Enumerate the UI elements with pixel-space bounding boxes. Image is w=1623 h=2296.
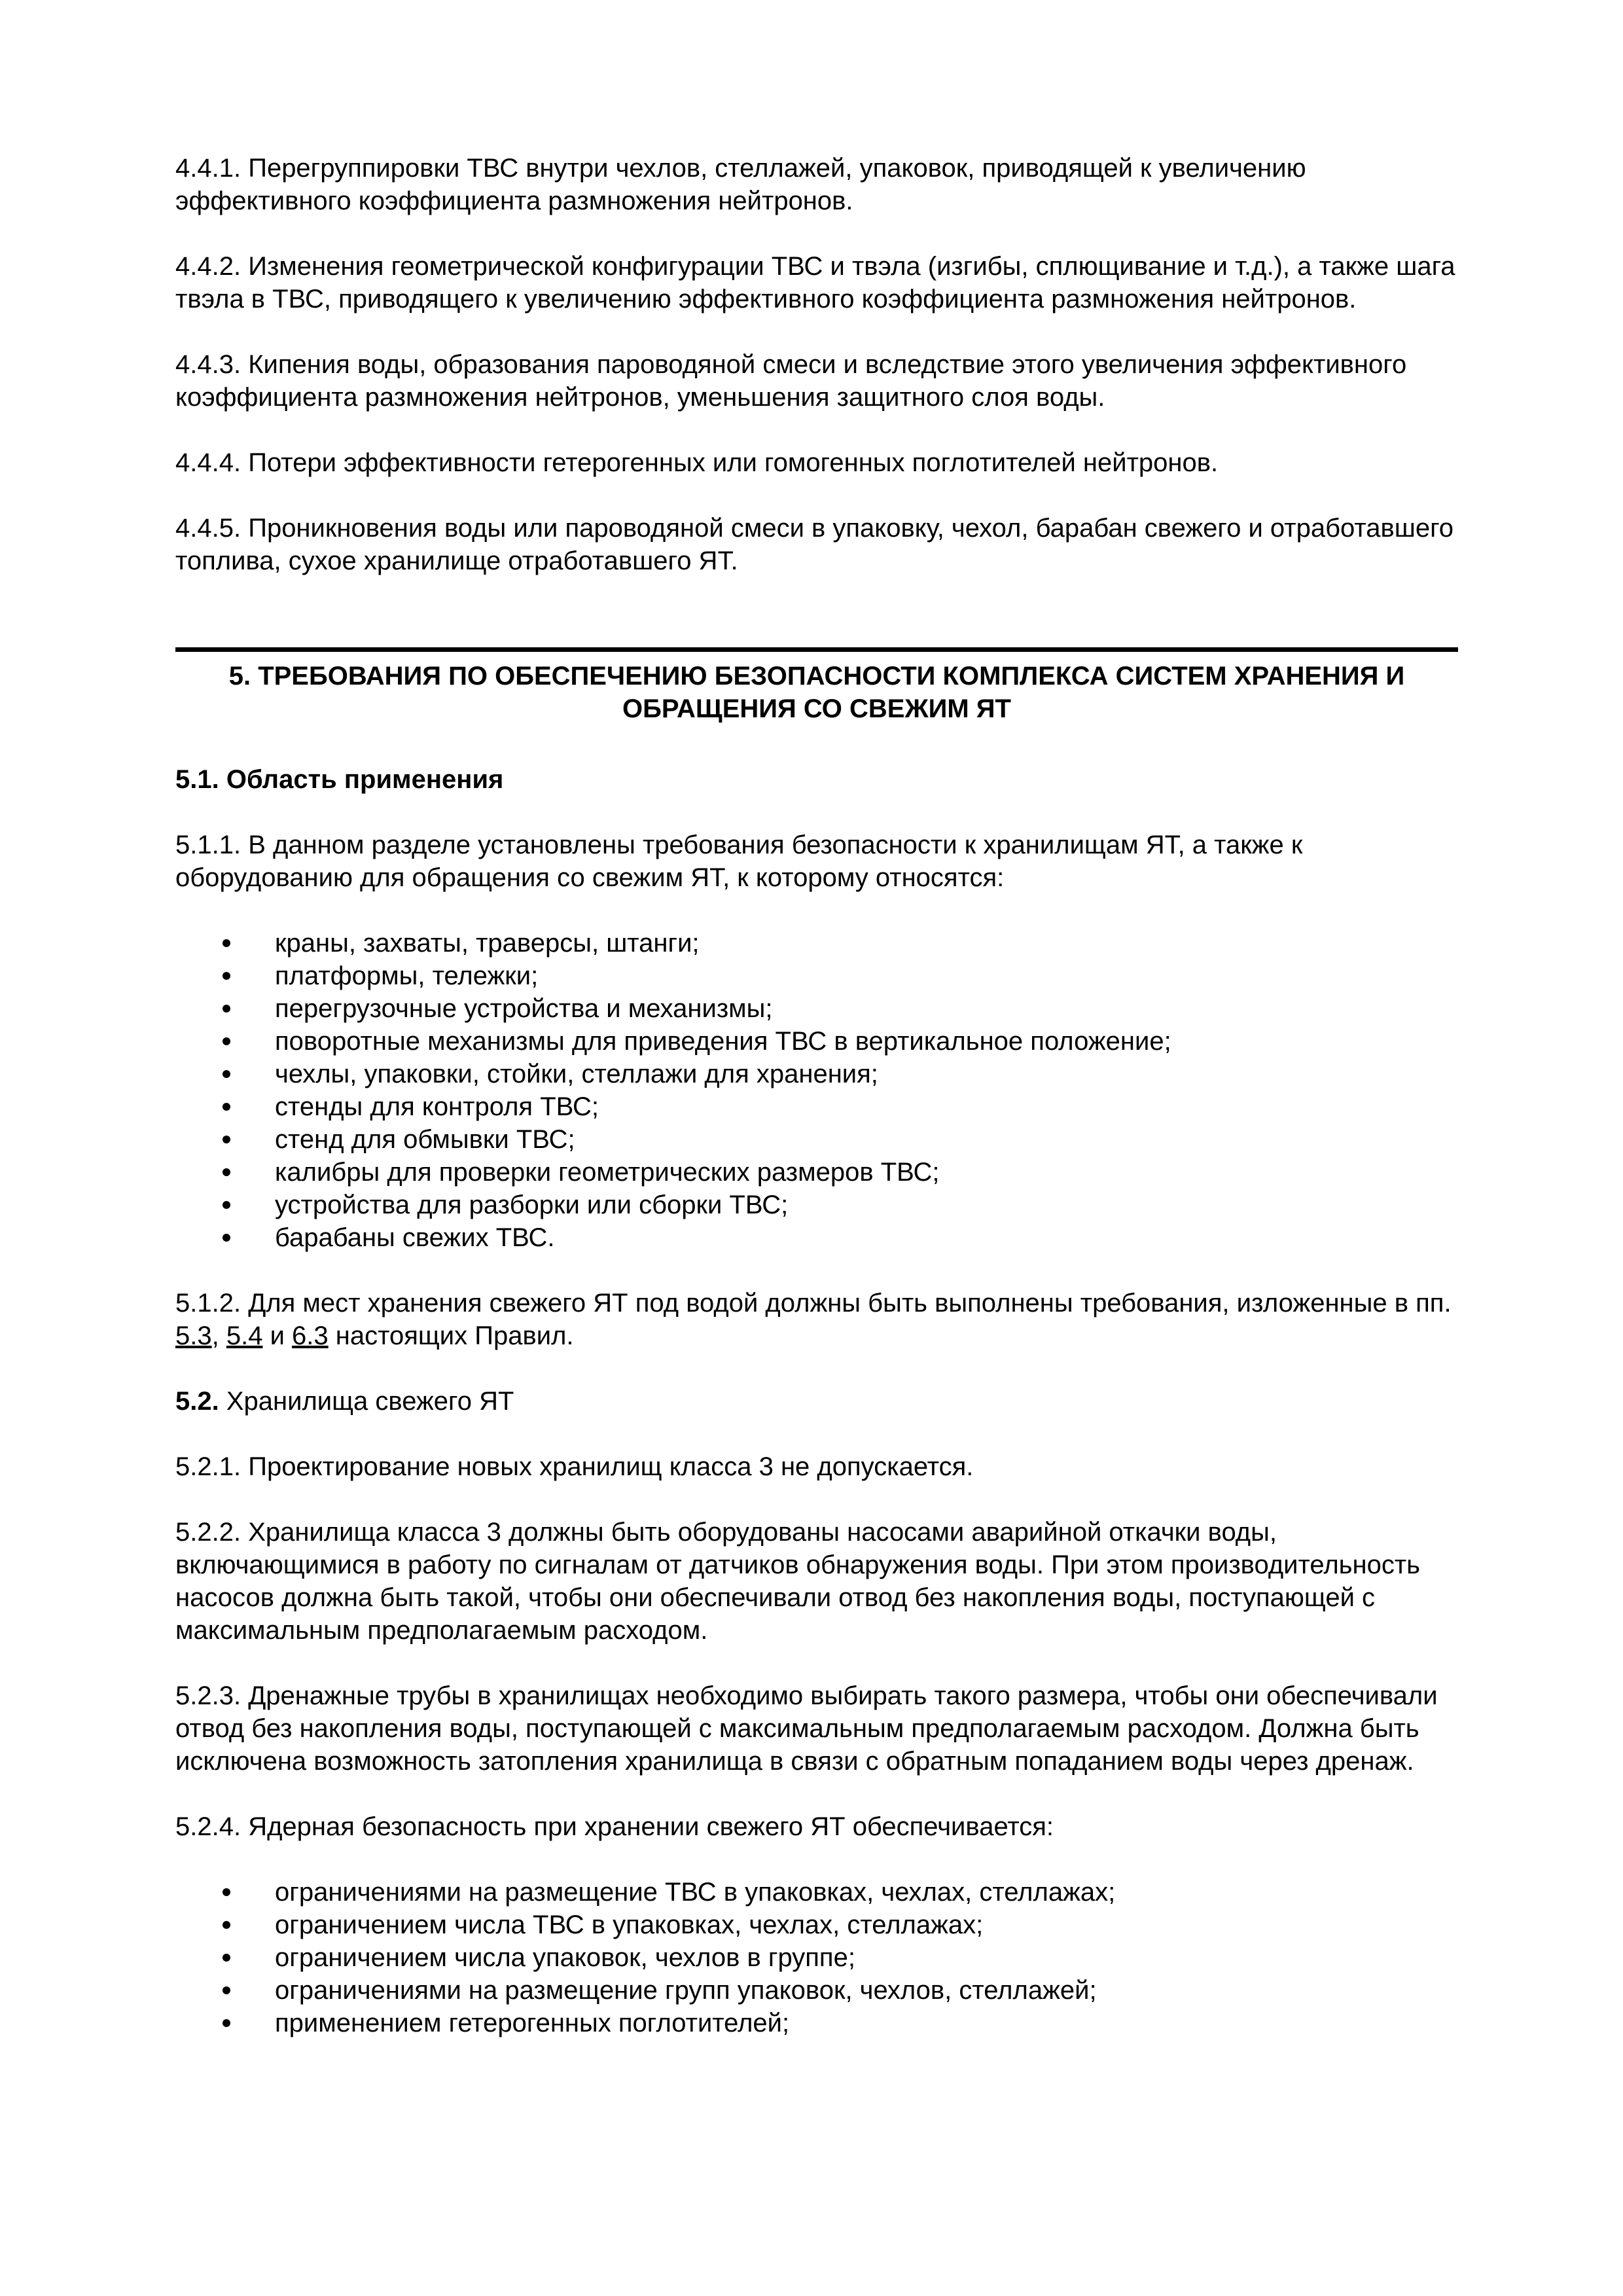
list-item: ограничением числа ТВС в упаковках, чехлах, стеллажах; [175, 1909, 1458, 1941]
subsection-5-2-title-text: Хранилища свежего ЯТ [219, 1387, 514, 1416]
subsection-5-2-title [175, 1385, 1458, 1418]
list-item: ограничением числа упаковок, чехлов в группе; [175, 1941, 1458, 1974]
list-item: поворотные механизмы для приведения ТВС в вертикальное положение; [175, 1025, 1458, 1058]
list-item: стенды для контроля ТВС; [175, 1090, 1458, 1123]
paragraph-4-4-2: 4.4.2. Изменения геометрической конфигурации ТВС и твэла (изгибы, сплющивание и т.д.), а также шага твэла в ТВС, приводящего к увеличению эффективного коэффициента размножения нейтронов. [175, 252, 1455, 314]
bullet-icon [223, 2019, 230, 2027]
bullet-icon [223, 1136, 230, 1143]
bullet-icon [223, 939, 230, 947]
list-item: ограничениями на размещение групп упаковок, чехлов, стеллажей; [175, 1974, 1458, 2007]
bullet-icon [223, 1986, 230, 1994]
paragraph-5-2-4: 5.2.4. Ядерная безопасность при хранении свежего ЯТ обеспечивается: [175, 1812, 1054, 1841]
bullet-icon [223, 972, 230, 980]
bullet-icon [223, 1954, 230, 1962]
bullet-icon [223, 1070, 230, 1078]
list-item: перегрузочные устройства и механизмы; [175, 992, 1458, 1025]
list-item: чехлы, упаковки, стойки, стеллажи для хранения; [175, 1058, 1458, 1090]
bullet-icon [223, 1168, 230, 1176]
paragraph-5-2-3: 5.2.3. Дренажные трубы в хранилищах необходимо выбирать такого размера, чтобы они обеспечивали отвод без накопления воды, поступающей с максимальным предполагаемым расходом. Должна быть исключена возможность затопления хранилища в связи с обратным попаданием воды через дренаж. [175, 1681, 1438, 1776]
paragraph-4-4-1: 4.4.1. Перегруппировки ТВС внутри чехлов, стеллажей, упаковок, приводящей к увеличению эффективного коэффициента размножения нейтронов. [175, 154, 1306, 215]
paragraph-5-1-2: 5.1.2. Для мест хранения свежего ЯТ под водой должны быть выполнены требования, изложенные в пп. 5.3, 5.4 и 6.3 настоящих Правил. [175, 1289, 1452, 1350]
bullet-icon [223, 1037, 230, 1045]
equipment-list [175, 927, 1458, 1254]
bullet-icon [223, 1005, 230, 1013]
section-divider [175, 647, 1458, 652]
list-item: краны, захваты, траверсы, штанги; [175, 927, 1458, 960]
subsection-5-2-number: 5.2. [175, 1387, 219, 1416]
list-item: платформы, тележки; [175, 960, 1458, 992]
list-item: устройства для разборки или сборки ТВС; [175, 1189, 1458, 1221]
paragraph-5-1-1: 5.1.1. В данном разделе установлены требования безопасности к хранилищам ЯТ, а также к оборудованию для обращения со свежим ЯТ, к которому относятся: [175, 831, 1303, 892]
reference-link-5-4[interactable]: 5.4 [226, 1321, 263, 1350]
paragraph-4-4-4: 4.4.4. Потери эффективности гетерогенных или гомогенных поглотителей нейтронов. [175, 448, 1219, 477]
paragraph-5-2-1: 5.2.1. Проектирование новых хранилищ класса 3 не допускается. [175, 1452, 974, 1481]
paragraph-5-2-2: 5.2.2. Хранилища класса 3 должны быть оборудованы насосами аварийной откачки воды, включающимися в работу по сигналам от датчиков обнаружения воды. При этом производительность насосов должна быть такой, чтобы они обеспечивали отвод без накопления воды, поступающей с максимальным предполагаемым расходом. [175, 1518, 1420, 1645]
list-item: барабаны свежих ТВС. [175, 1221, 1458, 1254]
list-item: применением гетерогенных поглотителей; [175, 2007, 1458, 2039]
reference-link-6-3[interactable]: 6.3 [292, 1321, 329, 1350]
list-item: ограничениями на размещение ТВС в упаковках, чехлах, стеллажах; [175, 1876, 1458, 1909]
list-item: калибры для проверки геометрических размеров ТВС; [175, 1156, 1458, 1189]
bullet-icon [223, 1888, 230, 1896]
paragraph-4-4-3: 4.4.3. Кипения воды, образования пароводяной смеси и вследствие этого увеличения эффективного коэффициента размножения нейтронов, уменьшения защитного слоя воды. [175, 350, 1407, 412]
section-5-heading: 5. ТРЕБОВАНИЯ ПО ОБЕСПЕЧЕНИЮ БЕЗОПАСНОСТИ КОМПЛЕКСА СИСТЕМ ХРАНЕНИЯ И ОБРАЩЕНИЯ СО СВЕЖИМ ЯТ [228, 662, 1405, 723]
bullet-icon [223, 1103, 230, 1111]
subsection-5-1-title [175, 763, 1458, 796]
reference-link-5-3[interactable]: 5.3 [175, 1321, 212, 1350]
bullet-icon [223, 1201, 230, 1209]
paragraph-4-4-5: 4.4.5. Проникновения воды или пароводяной смеси в упаковку, чехол, барабан свежего и отработавшего топлива, сухое хранилище отработавшего ЯТ. [175, 514, 1454, 575]
document-page [175, 152, 1458, 2072]
bullet-icon [223, 1921, 230, 1929]
list-item: стенд для обмывки ТВС; [175, 1123, 1458, 1156]
bullet-icon [223, 1234, 230, 1242]
subsection-5-1-title-text: 5.1. Область применения [175, 765, 504, 794]
safety-measures-list [175, 1876, 1458, 2039]
